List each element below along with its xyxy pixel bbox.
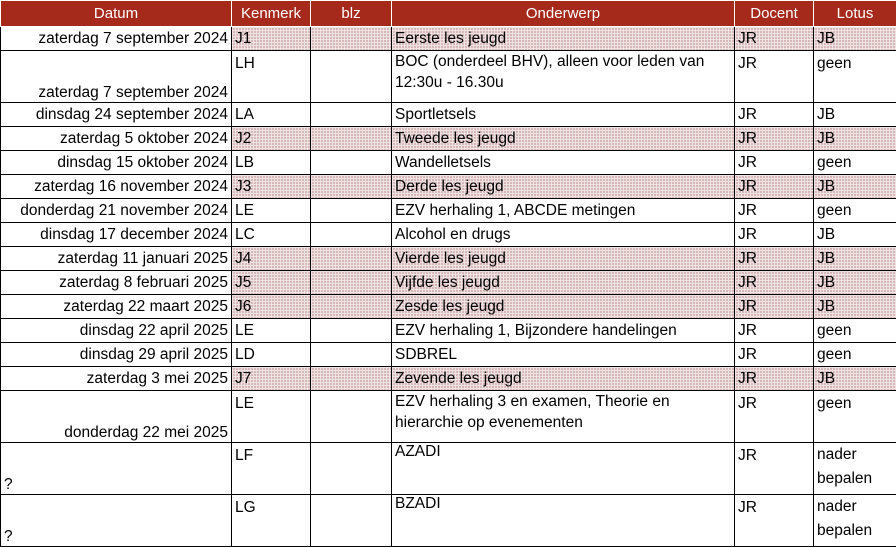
cell-onderwerp[interactable]: Tweede les jeugd — [392, 127, 735, 151]
cell-onderwerp[interactable]: Zevende les jeugd — [392, 367, 735, 391]
table-body — [1, 27, 896, 547]
cell-datum[interactable]: ? — [1, 443, 232, 495]
cell-datum[interactable]: donderdag 21 november 2024 — [1, 199, 232, 223]
cell-blz[interactable] — [311, 51, 392, 103]
cell-blz[interactable] — [311, 199, 392, 223]
cell-kenmerk[interactable]: LG — [232, 495, 311, 547]
cell-lotus[interactable]: JB — [814, 271, 896, 295]
cell-datum[interactable]: dinsdag 22 april 2025 — [1, 319, 232, 343]
cell-blz[interactable] — [311, 103, 392, 127]
cell-lotus[interactable]: JB — [814, 127, 896, 151]
cell-lotus[interactable]: JB — [814, 175, 896, 199]
cell-datum[interactable]: dinsdag 15 oktober 2024 — [1, 151, 232, 175]
header-kenmerk[interactable]: Kenmerk — [232, 1, 311, 27]
cell-docent[interactable]: JR — [735, 271, 814, 295]
table-row — [1, 343, 896, 367]
cell-lotus[interactable]: geen — [814, 199, 896, 223]
cell-datum[interactable]: zaterdag 11 januari 2025 — [1, 247, 232, 271]
cell-blz[interactable] — [311, 271, 392, 295]
table-row — [1, 27, 896, 51]
cell-docent[interactable]: JR — [735, 319, 814, 343]
cell-onderwerp[interactable]: BZADI — [392, 495, 735, 547]
cell-kenmerk[interactable]: LF — [232, 443, 311, 495]
cell-docent[interactable]: JR — [735, 247, 814, 271]
cell-lotus[interactable]: JB — [814, 367, 896, 391]
table-row — [1, 391, 896, 443]
cell-blz[interactable] — [311, 367, 392, 391]
cell-docent[interactable]: JR — [735, 223, 814, 247]
table-row — [1, 443, 896, 495]
cell-onderwerp[interactable]: SDBREL — [392, 343, 735, 367]
cell-lotus[interactable]: JB — [814, 247, 896, 271]
header-blz[interactable]: blz — [311, 1, 392, 27]
header-docent[interactable]: Docent — [735, 1, 814, 27]
table-row — [1, 367, 896, 391]
cell-lotus[interactable]: geen — [814, 391, 896, 443]
cell-datum[interactable]: ? — [1, 495, 232, 547]
cell-kenmerk[interactable]: LE — [232, 319, 311, 343]
cell-lotus[interactable]: JB — [814, 295, 896, 319]
cell-kenmerk[interactable]: LD — [232, 343, 311, 367]
table-row — [1, 51, 896, 103]
cell-onderwerp[interactable]: Alcohol en drugs — [392, 223, 735, 247]
cell-onderwerp[interactable]: Zesde les jeugd — [392, 295, 735, 319]
cell-kenmerk[interactable]: J2 — [232, 127, 311, 151]
cell-docent[interactable]: JR — [735, 51, 814, 103]
cell-kenmerk[interactable]: J1 — [232, 27, 311, 51]
cell-onderwerp[interactable]: BOC (onderdeel BHV), alleen voor leden van 12:30u - 16.30u — [392, 51, 735, 103]
table-row — [1, 295, 896, 319]
cell-datum[interactable]: zaterdag 16 november 2024 — [1, 175, 232, 199]
cell-lotus[interactable]: JB — [814, 27, 896, 51]
cell-kenmerk[interactable]: J4 — [232, 247, 311, 271]
table-row — [1, 175, 896, 199]
cell-blz[interactable] — [311, 151, 392, 175]
table-row — [1, 247, 896, 271]
cell-datum[interactable]: donderdag 22 mei 2025 — [1, 391, 232, 443]
cell-docent[interactable]: JR — [735, 175, 814, 199]
cell-docent[interactable]: JR — [735, 367, 814, 391]
cell-kenmerk[interactable]: J6 — [232, 295, 311, 319]
cell-blz[interactable] — [311, 391, 392, 443]
cell-blz[interactable] — [311, 343, 392, 367]
header-row — [1, 1, 896, 27]
cell-onderwerp[interactable]: Vijfde les jeugd — [392, 271, 735, 295]
header-datum[interactable]: Datum — [1, 1, 232, 27]
cell-lotus[interactable]: geen — [814, 151, 896, 175]
cell-onderwerp[interactable]: EZV herhaling 1, Bijzondere handelingen — [392, 319, 735, 343]
table-row — [1, 319, 896, 343]
cell-lotus[interactable]: JB — [814, 223, 896, 247]
cell-datum[interactable]: zaterdag 3 mei 2025 — [1, 367, 232, 391]
cell-kenmerk[interactable]: LB — [232, 151, 311, 175]
cell-blz[interactable] — [311, 223, 392, 247]
cell-lotus[interactable]: JB — [814, 103, 896, 127]
cell-datum[interactable]: dinsdag 17 december 2024 — [1, 223, 232, 247]
cell-onderwerp[interactable]: EZV herhaling 3 en examen, Theorie en hierarchie op evenementen — [392, 391, 735, 443]
header-onderwerp[interactable]: Onderwerp — [392, 1, 735, 27]
cell-blz[interactable] — [311, 495, 392, 547]
cell-docent[interactable]: JR — [735, 391, 814, 443]
cell-blz[interactable] — [311, 443, 392, 495]
cell-onderwerp[interactable]: Eerste les jeugd — [392, 27, 735, 51]
cell-docent[interactable]: JR — [735, 199, 814, 223]
cell-kenmerk[interactable]: LC — [232, 223, 311, 247]
cell-kenmerk[interactable]: J5 — [232, 271, 311, 295]
cell-lotus[interactable]: geen — [814, 319, 896, 343]
cell-kenmerk[interactable]: LE — [232, 199, 311, 223]
cell-kenmerk[interactable]: LA — [232, 103, 311, 127]
cell-blz[interactable] — [311, 247, 392, 271]
table-row — [1, 127, 896, 151]
cell-blz[interactable] — [311, 27, 392, 51]
cell-blz[interactable] — [311, 295, 392, 319]
table-row — [1, 223, 896, 247]
cell-datum[interactable]: zaterdag 7 september 2024 — [1, 51, 232, 103]
cell-docent[interactable]: JR — [735, 127, 814, 151]
cell-docent[interactable]: JR — [735, 495, 814, 547]
cell-docent[interactable]: JR — [735, 443, 814, 495]
table-row — [1, 199, 896, 223]
table-row — [1, 495, 896, 547]
cell-blz[interactable] — [311, 319, 392, 343]
cell-datum[interactable]: zaterdag 8 februari 2025 — [1, 271, 232, 295]
cell-kenmerk[interactable]: LH — [232, 51, 311, 103]
cell-onderwerp[interactable]: Derde les jeugd — [392, 175, 735, 199]
cell-docent[interactable]: JR — [735, 103, 814, 127]
cell-kenmerk[interactable]: LE — [232, 391, 311, 443]
cell-docent[interactable]: JR — [735, 27, 814, 51]
cell-onderwerp[interactable]: Wandelletsels — [392, 151, 735, 175]
cell-datum[interactable]: zaterdag 5 oktober 2024 — [1, 127, 232, 151]
cell-lotus[interactable]: nader bepalen — [814, 495, 896, 547]
cell-onderwerp[interactable]: Vierde les jeugd — [392, 247, 735, 271]
table-row — [1, 271, 896, 295]
cell-onderwerp[interactable]: AZADI — [392, 443, 735, 495]
cell-kenmerk[interactable]: J3 — [232, 175, 311, 199]
table-row — [1, 103, 896, 127]
cell-datum[interactable]: zaterdag 7 september 2024 — [1, 27, 232, 51]
cell-datum[interactable]: dinsdag 24 september 2024 — [1, 103, 232, 127]
cell-lotus[interactable]: geen — [814, 343, 896, 367]
cell-docent[interactable]: JR — [735, 343, 814, 367]
cell-onderwerp[interactable]: Sportletsels — [392, 103, 735, 127]
cell-datum[interactable]: dinsdag 29 april 2025 — [1, 343, 232, 367]
cell-onderwerp[interactable]: EZV herhaling 1, ABCDE metingen — [392, 199, 735, 223]
table-row — [1, 151, 896, 175]
header-lotus[interactable]: Lotus — [814, 1, 896, 27]
cell-docent[interactable]: JR — [735, 295, 814, 319]
cell-blz[interactable] — [311, 127, 392, 151]
cell-lotus[interactable]: geen — [814, 51, 896, 103]
cell-blz[interactable] — [311, 175, 392, 199]
cell-docent[interactable]: JR — [735, 151, 814, 175]
cell-datum[interactable]: zaterdag 22 maart 2025 — [1, 295, 232, 319]
cell-kenmerk[interactable]: J7 — [232, 367, 311, 391]
cell-lotus[interactable]: nader bepalen — [814, 443, 896, 495]
